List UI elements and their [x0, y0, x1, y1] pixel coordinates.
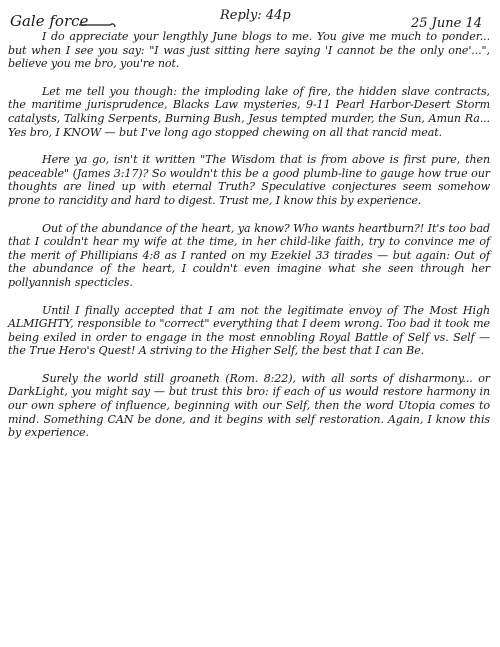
letter-header — [8, 8, 490, 32]
salutation-flourish — [78, 20, 116, 30]
paragraph-1: I do appreciate your lengthly June blogs to me. You give me much to ponder... but when I see you say: "I was just sitting here saying 'I cannot be the only one'...", believe you me bro, you're not. — [8, 30, 490, 71]
paragraph-6: Surely the world still groaneth (Rom. 8:22), with all sorts of disharmony... or DarkLight, you might say — but trust this bro: if each of us would restore harmony in our own sphere of influence, beginning with our Self, then the word Utopia comes to mind. Something CAN be done, and it begins with self restoration. Again, I know this by experience. — [8, 371, 490, 440]
paragraph-2: Let me tell you though: the imploding lake of fire, the hidden slave contracts, the maritime jurisprudence, Blacks Law mysteries, 9-11 Pearl Harbor-Desert Storm catalysts, Talking Serpents, Burning Bush, Jesus tempted murder, the Sun, Amun Ra... Yes bro, I KNOW — but I've long ago stopped chewing on all that rancid meat. — [8, 84, 490, 139]
reply-tag: Reply: 44p — [220, 8, 291, 23]
salutation: Gale force — [10, 12, 89, 30]
paragraph-5: Until I finally accepted that I am not the legitimate envoy of The Most High ALMIGHTY, responsible to "correct" everything that I deem wrong. Too bad it took me being exiled in order to engage in the most ennobling Royal Battle of Self vs. Self — the True Hero's Quest! A striving to the Higher Self, the best that I can Be. — [8, 303, 490, 358]
letter-date: 25 June 14 — [411, 16, 482, 31]
paragraph-3: Here ya go, isn't it written "The Wisdom that is from above is first pure, then peaceable" (James 3:17)? So wouldn't this be a good plumb-line to gauge how true our thoughts are lined up with eternal Truth? Speculative conjectures seem somehow prone to rancidity and hard to digest. Trust me, I know this by experience. — [8, 153, 490, 207]
paragraph-4: Out of the abundance of the heart, ya know? Who wants heartburn?! It's too bad that I couldn't hear my wife at the time, in her child-like faith, try to convince me of the merit of Phillipians 4:8 as I ranted on my Ezekiel 33 tirades — but again: Out of the abundance of the heart, I couldn't even imagine what she seen through her pollyannish specticles. — [8, 221, 490, 289]
